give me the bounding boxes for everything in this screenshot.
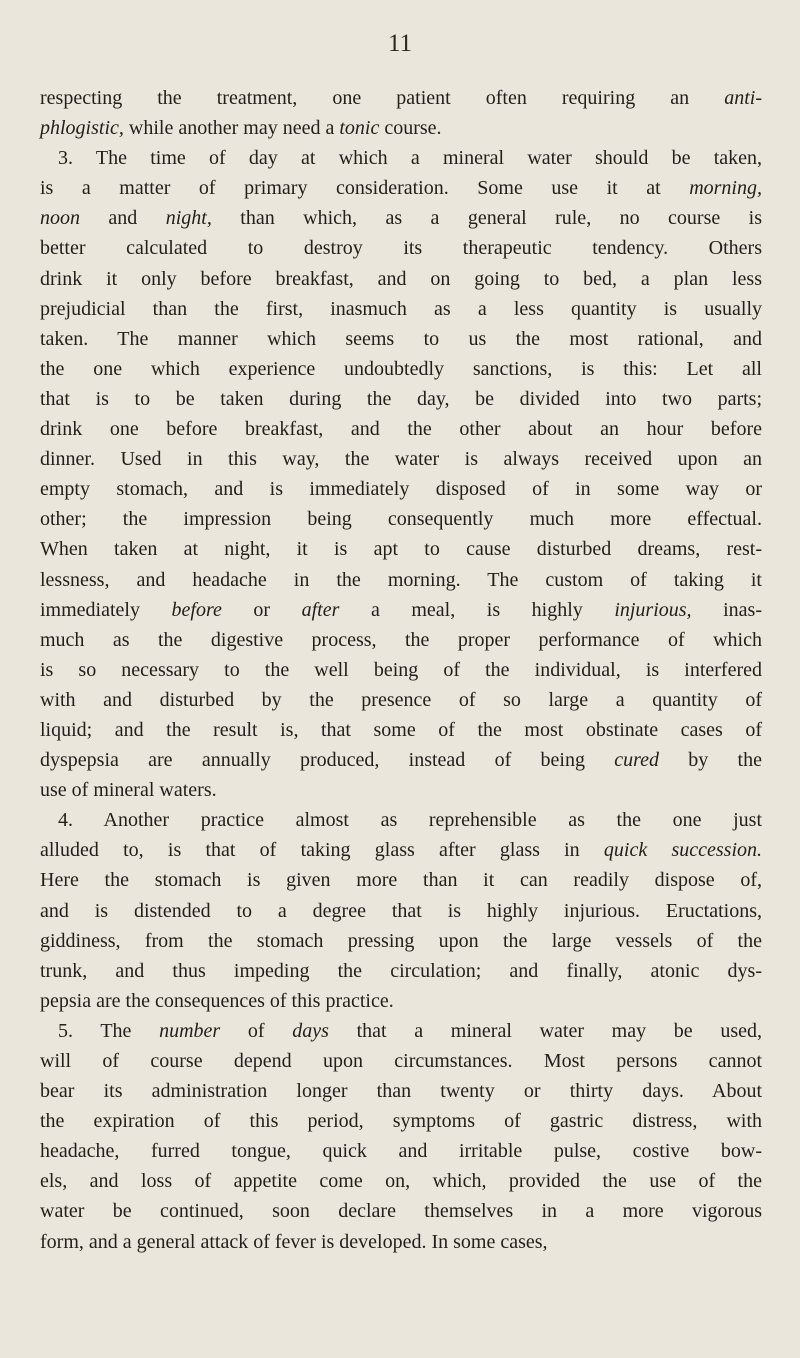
text-line <box>40 865 762 895</box>
text-run: form, and a general attack of fever is developed. In some cases, <box>40 1230 548 1253</box>
text-run: giddiness, from the stomach pressing upon the large vessels of the <box>40 929 762 952</box>
text-run: by the <box>659 749 762 772</box>
text-run: empty stomach, and is immediately disposed of in some way or <box>40 478 762 501</box>
text-run: 3. The time of day at which a mineral water should be taken, <box>58 147 762 170</box>
italic-text: cured <box>614 749 660 772</box>
text-run: the one which experience undoubtedly sanctions, is this: Let all <box>40 357 762 380</box>
text-run: than which, as a general rule, no course is <box>211 207 762 230</box>
text-line <box>40 143 762 173</box>
text-run: and <box>80 207 166 230</box>
text-line <box>40 595 762 625</box>
text-run: with and disturbed by the presence of so large a quantity of <box>40 688 762 711</box>
text-run: inas- <box>691 598 762 621</box>
text-line <box>40 655 762 685</box>
italic-text: phlogistic, <box>40 117 124 140</box>
text-run: dinner. Used in this way, the water is always received upon an <box>40 448 762 471</box>
text-line <box>40 1016 762 1046</box>
text-line <box>40 835 762 865</box>
text-run: is a matter of primary consideration. Some use it at <box>40 177 690 200</box>
italic-text: night, <box>165 207 212 230</box>
text-line <box>40 565 762 595</box>
text-run: respecting the treatment, one patient often requiring an <box>40 87 725 109</box>
text-run: els, and loss of appetite come on, which, provided the use of the <box>40 1170 762 1193</box>
text-line <box>40 384 762 414</box>
text-run: headache, furred tongue, quick and irritable pulse, costive bow- <box>40 1140 762 1163</box>
italic-text: quick succession. <box>603 839 763 862</box>
text-run: drink one before breakfast, and the other about an hour before <box>40 418 762 441</box>
text-line <box>40 1076 762 1106</box>
italic-text: days <box>292 1019 329 1042</box>
text-run: that a mineral water may be used, <box>328 1019 762 1042</box>
text-run: while another may need a <box>123 117 340 140</box>
text-run: better calculated to destroy its therapeutic tendency. Others <box>40 237 762 260</box>
text-run: When taken at night, it is apt to cause disturbed dreams, rest- <box>40 538 762 561</box>
text-line <box>40 354 762 384</box>
italic-text: noon <box>40 207 80 230</box>
body-text <box>40 83 762 1257</box>
text-line <box>40 745 762 775</box>
text-line <box>40 896 762 926</box>
text-line <box>40 113 762 143</box>
page-number: 11 <box>387 30 413 57</box>
text-run: and is distended to a degree that is highly injurious. Eructations, <box>40 899 762 922</box>
text-line <box>40 1106 762 1136</box>
italic-text: tonic <box>339 117 380 140</box>
text-line <box>40 956 762 986</box>
text-run: immediately <box>40 598 172 621</box>
text-run: much as the digestive process, the proper performance of which <box>40 628 762 651</box>
text-run: the expiration of this period, symptoms of gastric distress, with <box>40 1110 762 1133</box>
text-line <box>40 685 762 715</box>
text-line <box>40 173 762 203</box>
text-run: dyspepsia are annually produced, instead of being <box>40 749 615 772</box>
text-line <box>40 444 762 474</box>
text-run: liquid; and the result is, that some of the most obstinate cases of <box>40 718 762 741</box>
text-run: Here the stomach is given more than it can readily dispose of, <box>40 869 762 892</box>
text-line <box>40 805 762 835</box>
text-run: pepsia are the consequences of this practice. <box>40 989 394 1012</box>
text-run: alluded to, is that of taking glass after glass in <box>40 839 604 862</box>
text-run: of <box>220 1019 293 1042</box>
text-run: is so necessary to the well being of the individual, is interfered <box>40 658 762 681</box>
text-run: will of course depend upon circumstances. Most persons cannot <box>40 1050 762 1072</box>
text-run: prejudicial than the first, inasmuch as a less quantity is usually <box>40 297 762 320</box>
text-run: taken. The manner which seems to us the most rational, and <box>40 327 762 350</box>
text-line <box>40 1227 762 1257</box>
text-run: use of mineral waters. <box>40 779 217 802</box>
text-line <box>40 1166 762 1196</box>
italic-text: anti- <box>724 87 762 109</box>
text-run: other; the impression being consequently much more effectual. <box>40 508 762 531</box>
text-run: bear its administration longer than twenty or thirty days. About <box>40 1080 762 1103</box>
text-line <box>40 715 762 745</box>
text-run: that is to be taken during the day, be divided into two parts; <box>40 387 762 410</box>
italic-text: injurious, <box>614 598 692 621</box>
text-line <box>40 625 762 655</box>
italic-text: after <box>301 598 340 621</box>
text-line <box>40 324 762 354</box>
text-line <box>40 264 762 294</box>
text-run: water be continued, soon declare themselves in a more vigorous <box>40 1200 762 1223</box>
text-line <box>40 534 762 564</box>
text-line <box>40 414 762 444</box>
text-run: a meal, is highly <box>339 598 615 621</box>
italic-text: before <box>171 598 222 621</box>
text-run: 4. Another practice almost as reprehensible as the one just <box>58 809 762 832</box>
text-run: or <box>221 598 302 621</box>
text-line <box>40 83 762 113</box>
text-run: trunk, and thus impeding the circulation; and finally, atonic dys- <box>40 959 762 982</box>
text-run: 5. The <box>58 1019 160 1042</box>
text-line <box>40 1136 762 1166</box>
text-line <box>40 775 762 805</box>
text-line <box>40 474 762 504</box>
text-line <box>40 926 762 956</box>
text-line <box>40 233 762 263</box>
text-run: drink it only before breakfast, and on going to bed, a plan less <box>40 267 762 290</box>
text-line <box>40 1196 762 1226</box>
text-line <box>40 1046 762 1076</box>
text-line <box>40 504 762 534</box>
text-line <box>40 986 762 1016</box>
text-run: lessness, and headache in the morning. The custom of taking it <box>40 568 762 591</box>
italic-text: morning, <box>689 177 762 200</box>
italic-text: number <box>159 1019 221 1042</box>
text-run: course. <box>379 117 442 140</box>
text-line <box>40 294 762 324</box>
text-line <box>40 203 762 233</box>
